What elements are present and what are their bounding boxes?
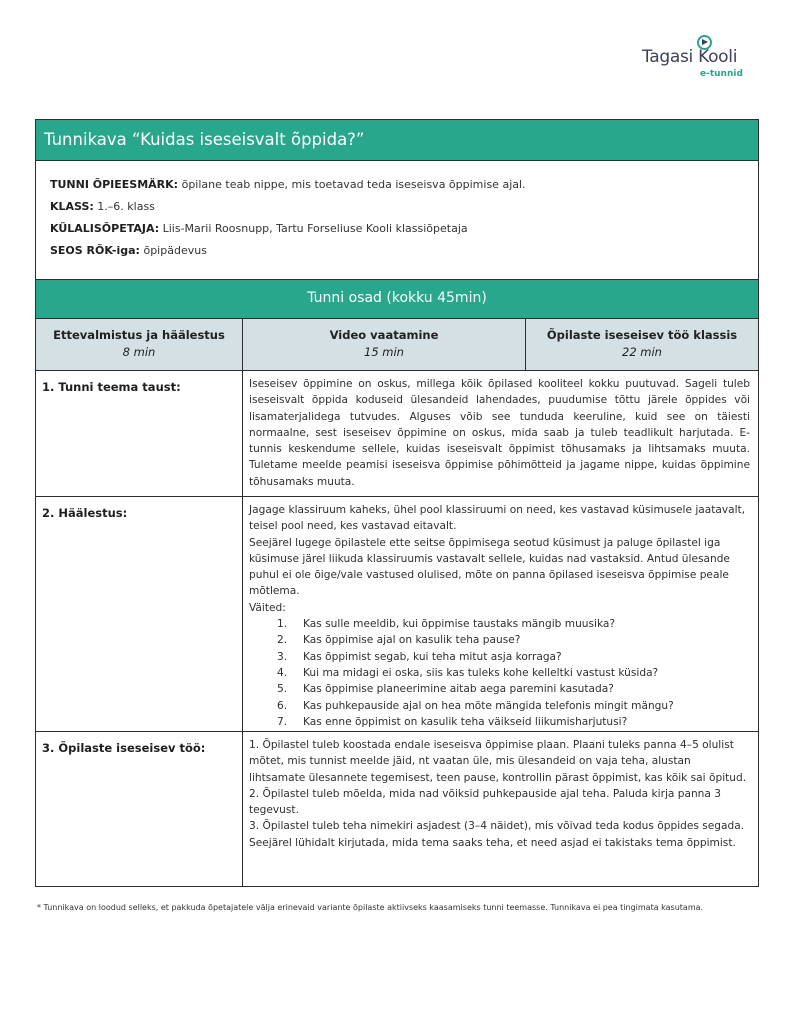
paragraph: Väited: (249, 601, 286, 614)
paragraph: 1. Õpilastel tuleb koostada endale iseseisva õppimise plaan. Plaani tuleks panna 4–5 olulist mõtet, mis tunnist meelde jäid, nt vaatan üle, mis ülesandeid on vaja teha, alustan lihtsamate ülesannete tegemisest, teen pause, kontrollin pärast õppimist, kas kõik sai õpitud. (249, 739, 747, 784)
paragraph: Seejärel lugege õpilastele ette seitse õppimisega seotud küsimust ja paluge õpilastel iga küsimuse järel liikuda klassiruumis vastavalt sellele, kuidas nad vastaksid. Antud ülesande puhul ei ole õige/vale vastused olulised, mõte on panna õpilased iseseisva õppimise peale mõtlema. (249, 536, 730, 598)
info-curriculum-link (50, 244, 758, 266)
list-text: Kas õppimise ajal on kasulik teha pause? (303, 634, 521, 647)
phase-title: Ettevalmistus ja häälestus (53, 328, 225, 342)
phase-title: Õpilaste iseseisev töö klassis (546, 328, 738, 342)
phase-header-row (35, 318, 759, 371)
list-item (249, 681, 750, 697)
list-item (249, 616, 750, 632)
list-number: 6. (277, 699, 288, 712)
phase-title: Video vaatamine (329, 328, 439, 342)
list-number: 5. (277, 683, 288, 696)
phase-preparation (36, 319, 243, 370)
info-value: õpipädevus (143, 244, 207, 257)
phase-time: 22 min (622, 345, 662, 359)
list-text: Kas puhkepauside ajal on hea mõte mängida telefonis mingit mängu? (303, 699, 674, 712)
lesson-parts-header (35, 279, 759, 319)
phase-independent-work (526, 319, 758, 370)
row-content: Iseseisev õppimine on oskus, millega kõik õpilased kooliteel kokku puutuvad. Sageli tuleb iseseisvalt õppida koduseid ülesandeid lahendades, puudumise tõttu järele õppides või lisamaterjalidega tutvudes. Alguses võib see tunduda keeruline, kuid see on täiesti normaalne, sest iseseisev õppimine on oskus, mida saab ja tuleb teadlikult harjutada. E-tunnis keskendume sellele, kuidas iseseisvalt õppimist tõhusamaks ja lihtsamaks muuta. Tuletame meelde peamisi iseseisva õppimise põhimõtteid ja jagame nippe, kuidas õppimine tõhusamaks muuta. (249, 378, 750, 488)
paragraph: 3. Õpilastel tuleb teha nimekiri asjadest (3–4 näidet), mis võivad teda kodus õppides segada. Seejärel lühidalt kirjutada, mida tema saaks teha, et need asjad ei takistaks tema õppimist. (249, 820, 745, 849)
row-label: 1. Tunni teema taust: (36, 370, 243, 496)
lesson-info (35, 160, 759, 280)
list-item (249, 714, 750, 730)
info-label: KÜLALISÕPETAJA: (50, 222, 160, 235)
info-class (50, 200, 758, 222)
table-row (35, 370, 759, 497)
row-label: 2. Häälestus: (36, 496, 243, 731)
list-text: Kas õppimise planeerimine aitab aega paremini kasutada? (303, 683, 614, 696)
row-label: 3. Õpilaste iseseisev töö: (36, 731, 243, 886)
list-number: 2. (277, 634, 288, 647)
info-value: Liis-Marii Roosnupp, Tartu Forseliuse Kooli klassiõpetaja (162, 222, 468, 235)
info-label: TUNNI ÕPIEESMÄRK: (50, 178, 179, 191)
info-value: õpilane teab nippe, mis toetavad teda iseseisva õppimise ajal. (181, 178, 526, 191)
row-content (243, 731, 758, 886)
logo-title: Tagasi Kooli (642, 47, 738, 67)
info-label: KLASS: (50, 200, 94, 213)
phase-time: 8 min (122, 345, 156, 359)
info-label: SEOS RÕK-iga: (50, 244, 140, 257)
phase-video (243, 319, 526, 370)
phase-time: 15 min (364, 345, 404, 359)
info-learning-goal (50, 178, 758, 200)
list-item (249, 632, 750, 648)
info-value: 1.–6. klass (97, 200, 155, 213)
list-number: 4. (277, 666, 288, 679)
list-item (249, 665, 750, 681)
list-text: Kas sulle meeldib, kui õppimise taustaks mängib muusika? (303, 618, 616, 631)
paragraph: Jagage klassiruum kaheks, ühel pool klassiruumi on need, kes vastavad küsimusele jaatavalt, teisel pool need, kes vastavad eitavalt. (249, 504, 746, 533)
list-text: Kui ma midagi ei oska, siis kas tuleks kohe kelleltki vastust küsida? (303, 666, 659, 679)
table-row (35, 496, 759, 732)
section-subtitle: (kokku 45min) (386, 290, 487, 306)
section-title: Tunni osad (307, 290, 382, 306)
row-content (243, 496, 758, 731)
footnote: * Tunnikava on loodud selleks, et pakkuda õpetajatele välja erinevaid variante õpilaste aktiivseks kaasamiseks tunni teemasse. Tunnikava ei pea tingimata kasutama. (37, 903, 704, 912)
info-guest-teacher (50, 222, 758, 244)
list-item (249, 698, 750, 714)
document-title: Tunnikava “Kuidas iseseisvalt õppida?” (35, 119, 759, 161)
tagasi-kooli-logo (640, 32, 760, 82)
list-number: 7. (277, 715, 288, 728)
table-row (35, 731, 759, 887)
paragraph: 2. Õpilastel tuleb mõelda, mida nad võiksid puhkepauside ajal teha. Paluda kirja panna 3 tegevust. (249, 787, 721, 817)
logo-subtitle: e-tunnid (700, 69, 743, 79)
list-number: 3. (277, 650, 288, 663)
list-text: Kas enne õppimist on kasulik teha väikseid liikumisharjutusi? (303, 715, 628, 728)
list-number: 1. (277, 618, 288, 631)
list-item (249, 649, 750, 665)
list-text: Kas õppimist segab, kui teha mitut asja korraga? (303, 650, 562, 663)
